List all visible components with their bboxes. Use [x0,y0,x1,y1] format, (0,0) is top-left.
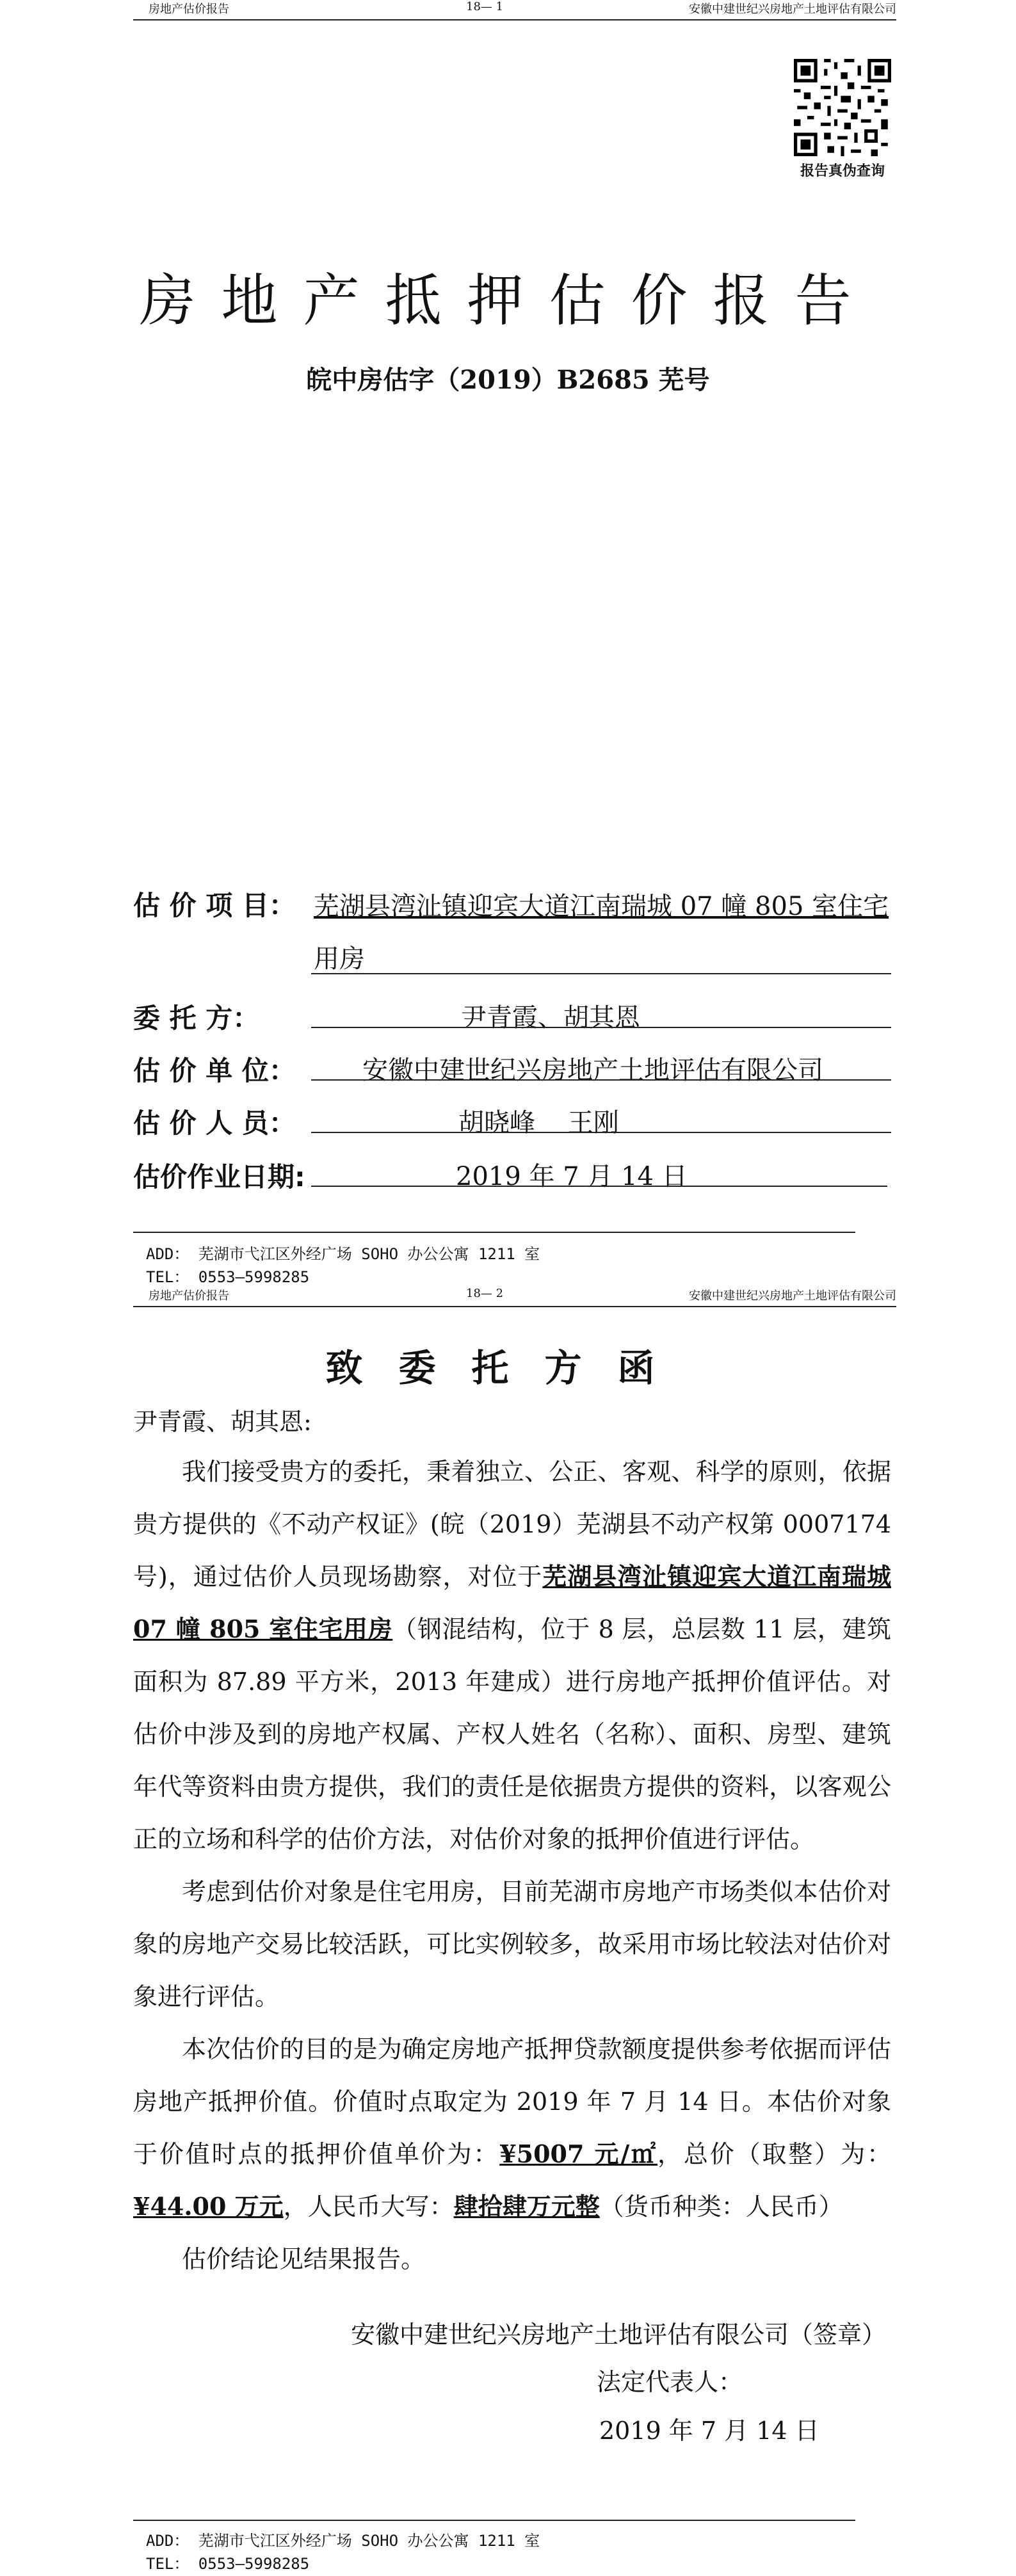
page-header [133,0,896,20]
unit-value: 安徽中建世纪兴房地产土地评估有限公司 [362,1056,823,1085]
letter-body [133,1445,891,2285]
qr-caption: 报告真伪查询 [800,163,885,179]
project-value-line1: 芜湖县湾沚镇迎宾大道江南瑞城 07 幢 805 室住宅 [314,892,889,921]
project-label: 估 价 项 目： [133,890,296,921]
paragraph-result [133,2023,891,2233]
footer-divider [133,1232,855,1233]
signature-representative: 法定代表人： [597,2368,743,2396]
paragraph-text: ，人民币大写： [283,2193,454,2221]
client-value: 尹青霞、胡其恩 [461,1003,640,1033]
date-underline [311,1186,887,1187]
paragraph-text: 我们接受贵方的委托，秉着独立、公正、客观、科学的原则，依据贵方提供的《不动产权证》(皖（2019）芜湖县不动产权第 0007174 号)，通过估价人员现场勘察，对位于 [133,1458,891,1591]
paragraph-conclusion: 估价结论见结果报告。 [182,2245,426,2273]
header-doc-type: 房地产估价报告 [149,3,229,16]
unit-underline [311,1079,891,1081]
header-company: 安徽中建世纪兴房地产土地评估有限公司 [689,3,896,16]
staff-label: 估 价 人 员： [133,1107,296,1139]
report-title: 房地产抵押估价报告 [139,268,877,334]
total-price-words: 肆拾肆万元整 [453,2192,600,2221]
cover-page [0,0,1016,1287]
footer-address: ADD： 芜湖市弋江区外经广场 SOHO 办公公寓 1211 室 [146,2532,540,2550]
date-value: 2019 年 7 月 14 日 [456,1162,688,1191]
total-price: ¥44.00 万元 [133,2192,284,2221]
project-value-line2: 用房 [314,944,365,974]
letter-title: 致委托方函 [325,1346,691,1390]
property-address: 芜湖县湾沚镇迎宾大道江南瑞城 07 幢 805 室住宅用房 [133,1562,891,1643]
paragraph-method: 考虑到估价对象是住宅用房，目前芜湖市房地产市场类似本估价对象的房地产交易比较活跃，可比实例较多，故采用市场比较法对估价对象进行评估。 [133,1878,891,2011]
paragraph-text: （钢混结构，位于 8 层，总层数 11 层，建筑面积为 87.89 平方米，2013 年建成）进行房地产抵押价值评估。对估价中涉及到的房地产权属、产权人姓名（名称）、面积、房型、建筑年代等资料由贵方提供，我们的责任是依据贵方提供的资料，以客观公正的立场和科学的估价方法，对估价对象的抵押价值进行评估。 [133,1615,891,1853]
staff-underline [311,1132,891,1133]
header-company: 安徽中建世纪兴房地产土地评估有限公司 [689,1289,896,1303]
qr-code-icon [794,59,891,156]
header-doc-type: 房地产估价报告 [149,1289,229,1303]
client-underline [311,1027,891,1028]
footer-address: ADD： 芜湖市弋江区外经广场 SOHO 办公公寓 1211 室 [146,1245,540,1263]
staff-value: 胡晓峰 王刚 [458,1108,619,1138]
header-page-number: 18— 2 [466,1287,504,1300]
paragraph-text: （货币种类：人民币） [599,2193,843,2221]
paragraph-text: ，总价（取整）为： [657,2140,891,2168]
footer-tel: TEL： 0553—5998285 [146,1268,310,1286]
header-page-number: 18— 1 [466,0,504,13]
signature-company: 安徽中建世纪兴房地产土地评估有限公司（签章） [351,2321,887,2349]
date-label: 估价作业日期: [133,1161,305,1193]
client-label: 委 托 方： [133,1002,260,1034]
footer-divider [133,2520,855,2521]
footer-tel: TEL： 0553—5998285 [146,2555,310,2573]
unit-price: ¥5007 元/㎡ [499,2139,657,2168]
paragraph-text: 本次估价的目的是为确定房地产抵押贷款额度提供参考依据而评估房地产抵押价值。价值时点取定为 2019 年 7 月 14 日。本估价对象于价值时点的抵押价值单价为： [133,2035,891,2168]
page-header [133,1287,896,1307]
signature-date: 2019 年 7 月 14 日 [599,2417,819,2445]
paragraph-commission [133,1445,891,1865]
unit-label: 估 价 单 位： [133,1055,296,1086]
report-number: 皖中房估字（2019）B2685 芜号 [306,365,710,395]
project-underline [311,973,891,974]
letter-salutation: 尹青霞、胡其恩: [133,1408,312,1436]
